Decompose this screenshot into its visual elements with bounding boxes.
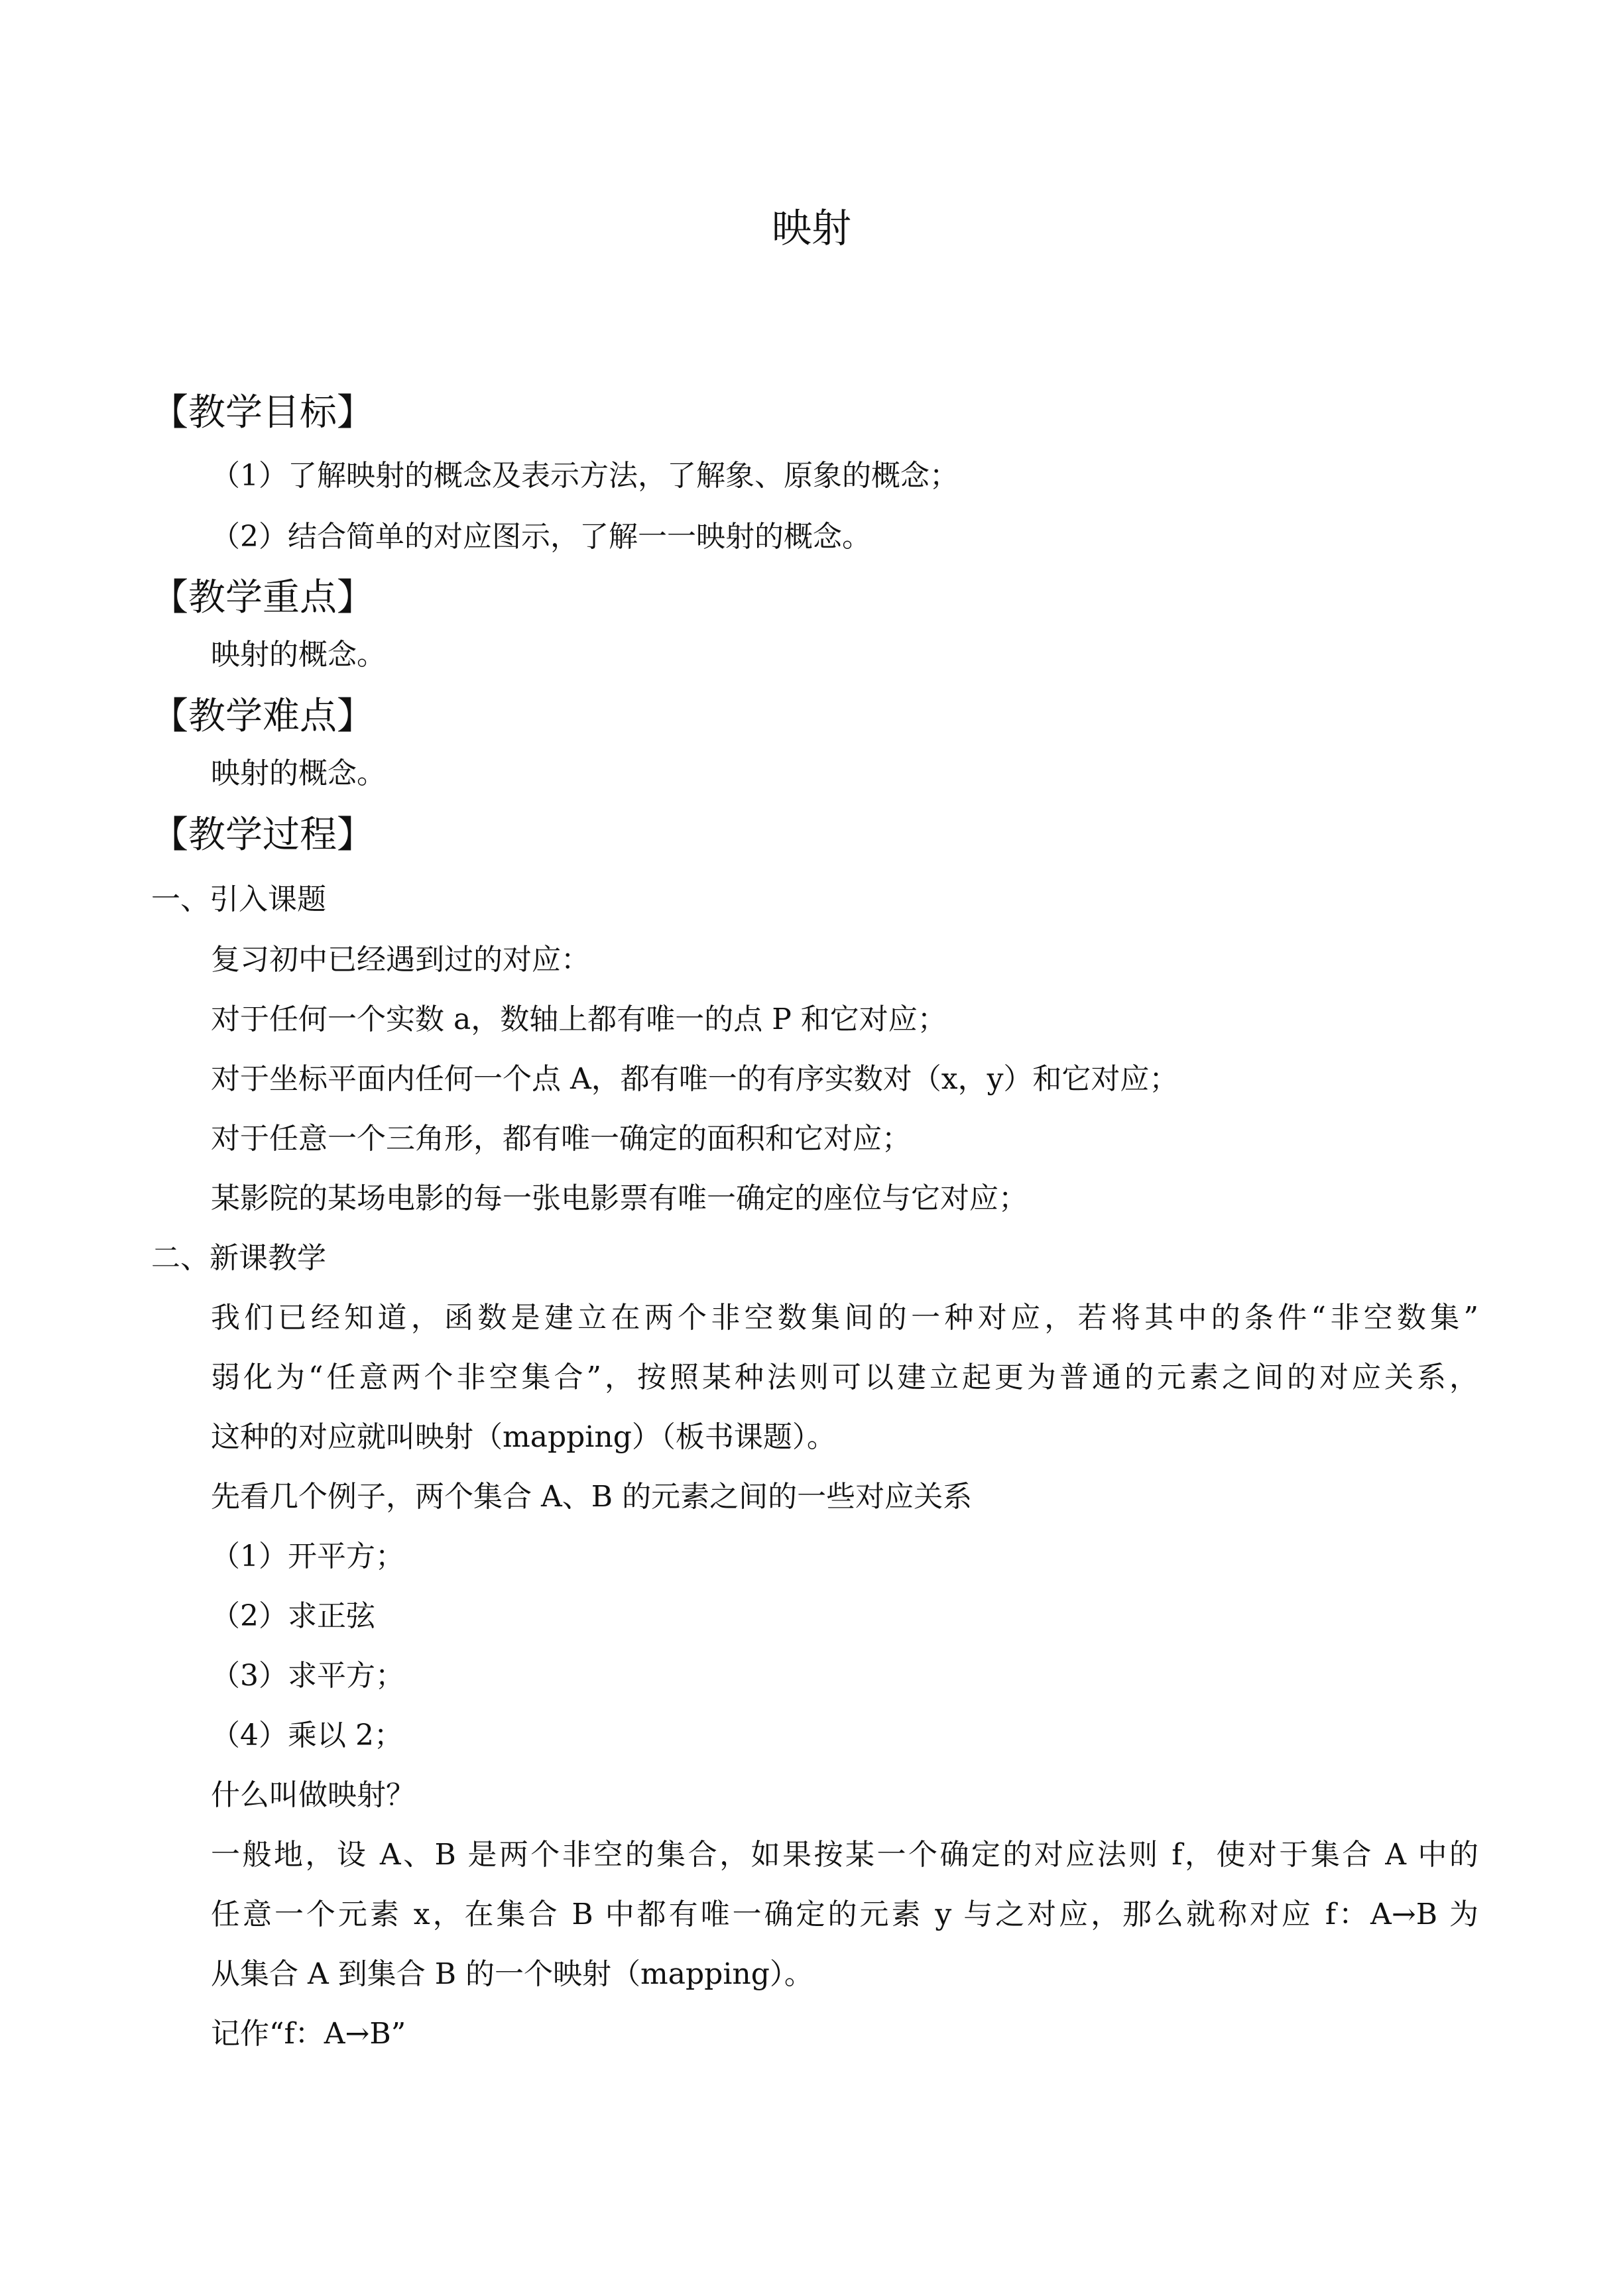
- part1-line-3: 对于坐标平面内任何一个点 A，都有唯一的有序实数对（x，y）和它对应；: [211, 1062, 1179, 1096]
- part1-title: 一、引入课题: [151, 882, 326, 916]
- example-item-1: （1）开平方；: [211, 1540, 404, 1573]
- heading-difficulties: 【教学难点】: [151, 695, 374, 738]
- heading-objectives: 【教学目标】: [151, 391, 374, 434]
- question-text: 什么叫做映射？: [211, 1778, 415, 1812]
- example-item-2: （2）求正弦: [211, 1599, 375, 1633]
- example-item-3: （3）求平方；: [211, 1659, 404, 1693]
- part2-para1-line-1: 我们已经知道，函数是建立在两个非空数集间的一种对应，若将其中的条件“非空数集”: [211, 1301, 1478, 1335]
- objective-item-2: （2）结合简单的对应图示，了解一一映射的概念。: [211, 520, 871, 554]
- heading-key-points: 【教学重点】: [151, 576, 374, 619]
- example-item-4: （4）乘以 2；: [211, 1719, 403, 1752]
- heading-process: 【教学过程】: [151, 814, 374, 857]
- notation-text: 记作“f：A→B”: [211, 2017, 406, 2051]
- part1-line-5: 某影院的某场电影的每一张电影票有唯一确定的座位与它对应；: [211, 1181, 1028, 1215]
- part2-para1-line-3: 这种的对应就叫映射（mapping）（板书课题）。: [211, 1420, 836, 1454]
- definition-line-2: 任意一个元素 x，在集合 B 中都有唯一确定的元素 y 与之对应，那么就称对应 f：A→B 为: [211, 1898, 1478, 1931]
- page-title: 映射: [772, 206, 851, 252]
- definition-line-1: 一般地，设 A、B 是两个非空的集合，如果按某一个确定的对应法则 f，使对于集合 A 中的: [211, 1838, 1478, 1872]
- definition-line-3: 从集合 A 到集合 B 的一个映射（mapping）。: [211, 1957, 813, 1991]
- part2-title: 二、新课教学: [151, 1241, 326, 1275]
- part1-line-4: 对于任意一个三角形，都有唯一确定的面积和它对应；: [211, 1122, 911, 1156]
- part1-line-1: 复习初中已经遇到过的对应：: [211, 943, 590, 977]
- part2-para1-line-2: 弱化为“任意两个非空集合”，按照某种法则可以建立起更为普通的元素之间的对应关系，: [211, 1360, 1478, 1394]
- part1-line-2: 对于任何一个实数 a，数轴上都有唯一的点 P 和它对应；: [211, 1002, 947, 1036]
- objective-item-1: （1）了解映射的概念及表示方法，了解象、原象的概念；: [211, 459, 959, 493]
- difficulties-text: 映射的概念。: [211, 756, 386, 790]
- examples-intro: 先看几个例子，两个集合 A、B 的元素之间的一些对应关系: [211, 1480, 973, 1514]
- key-points-text: 映射的概念。: [211, 638, 386, 672]
